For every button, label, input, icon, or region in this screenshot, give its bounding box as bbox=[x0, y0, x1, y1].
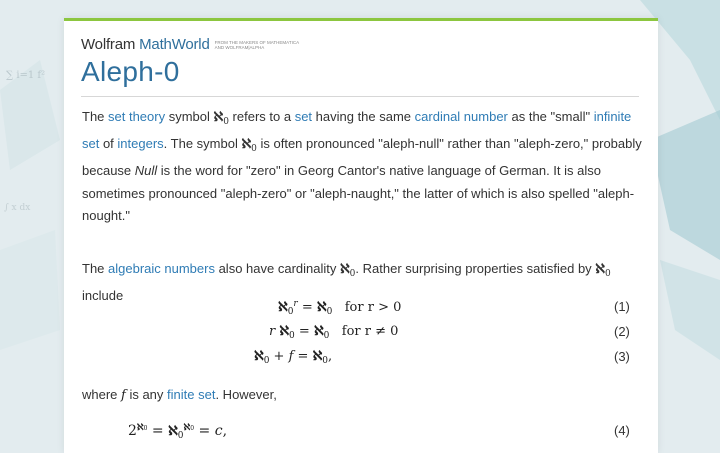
logo-text: Wolfram MathWorld bbox=[81, 36, 210, 53]
link-set-theory[interactable]: set theory bbox=[108, 109, 166, 124]
mathworld-logo[interactable] bbox=[81, 36, 305, 53]
equation-2: r ℵ$_0$ = ℵ$_0$ for r ≠ 0 (2) bbox=[269, 324, 630, 341]
link-finite-set[interactable]: finite set bbox=[167, 387, 216, 402]
link-set[interactable]: set bbox=[294, 109, 313, 124]
equation-number: (4) bbox=[614, 423, 630, 438]
link-infinite-set[interactable]: infinite set bbox=[82, 109, 632, 152]
equation-number: (3) bbox=[614, 349, 630, 364]
title-divider bbox=[81, 96, 639, 97]
link-algebraic-numbers[interactable]: algebraic numbers bbox=[108, 261, 215, 276]
link-integers[interactable]: integers bbox=[117, 136, 164, 152]
svg-text:∫ x dx: ∫ x dx bbox=[4, 203, 31, 213]
logo-tagline: FROM THE MAKERS OF MATHEMATICA AND WOLFRAM|ALPHA bbox=[214, 40, 299, 50]
equation-number: (1) bbox=[614, 299, 630, 314]
article-card bbox=[64, 18, 658, 453]
equation-3: ℵ$_0$ + f = ℵ$_0$, (3) bbox=[254, 349, 630, 366]
equation-4: $2^{ℵ0}$ = ℵ$_0^{ℵ0}$ = c, (4) bbox=[128, 423, 630, 441]
properties-paragraph: The algebraic numbers also have cardinality ℵ$_0$. Rather surprising properties satisfied by ℵ$_0$ include bbox=[82, 261, 611, 304]
equation-number: (2) bbox=[614, 324, 630, 339]
svg-text:∑ i=1 f²: ∑ i=1 f² bbox=[6, 70, 46, 81]
intro-paragraph: The set theory symbol ℵ$_0$ refers to a set having the same cardinal number as the "small" infinite set of integers. The symbol ℵ$_0$ is often pronounced "aleph-null" rather than "aleph-zero," probably because Null is the word for "zero" in Georg Cantor's native language of German. It is also sometimes pronounced "aleph-zero" or "aleph-naught," the latter of which is also spelled "aleph-nought." bbox=[82, 109, 642, 223]
finite-set-paragraph: where f is any finite set. However, bbox=[82, 387, 277, 403]
accent-bar bbox=[64, 18, 658, 21]
link-cardinal-number[interactable]: cardinal number bbox=[414, 109, 508, 124]
equation-1: ℵ$_0^r$ = ℵ$_0$ for r > 0 (1) bbox=[278, 299, 630, 317]
page-title: Aleph-0 bbox=[81, 56, 180, 87]
